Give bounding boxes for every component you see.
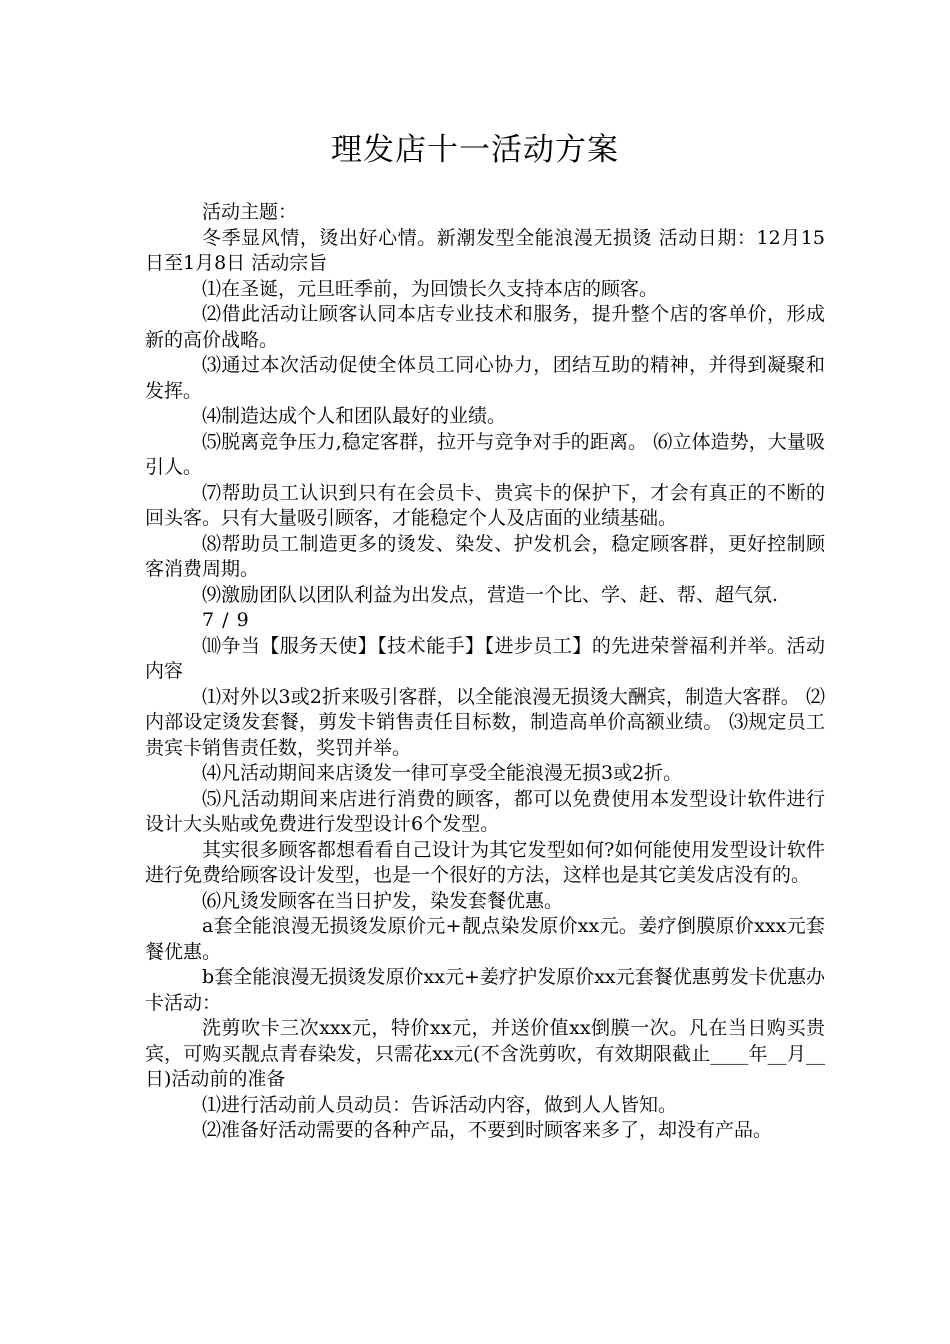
paragraph-prep-2: ⑵准备好活动需要的各种产品，不要到时顾客来多了，却没有产品。 [202, 1119, 773, 1141]
paragraph-content-1-3: ⑴对外以3或2折来吸引客群，以全能浪漫无损烫大酬宾，制造大客群。 ⑵内部设定烫发套餐，剪发卡销售责任目标数，制造高单价高额业绩。 ⑶规定员工贵宾卡销售责任数，奖罚并举。 [145, 685, 825, 759]
paragraph-theme: 冬季显风情，烫出好心情。新潮发型全能浪漫无损烫 活动日期：12月15日至1月8日 活动宗旨 [145, 226, 825, 274]
paragraph-theme-label: 活动主题： [202, 201, 298, 223]
paragraph-purpose-1: ⑴在圣诞，元旦旺季前，为回馈长久支持本店的顾客。 [202, 277, 659, 300]
paragraph-card-offer: 洗剪吹卡三次xxx元，特价xx元，并送价值xx倒膜一次。凡在当日购买贵宾，可购买靓点青春染发，只需花xx元(不含洗剪吹，有效期限截止____年__月__日)活动前的准备 [145, 1017, 825, 1090]
page-title: 理发店十一活动方案 [331, 132, 619, 168]
paragraph-purpose-2: ⑵借此活动让顾客认同本店专业技术和服务，提升整个店的客单价，形成新的高价战略。 [145, 303, 825, 351]
paragraph-content-6: ⑹凡烫发顾客在当日护发，染发套餐优惠。 [202, 889, 564, 912]
paragraph-purpose-8: ⑻帮助员工制造更多的烫发、染发、护发机会，稳定顾客群，更好控制顾客消费周期。 [145, 532, 825, 580]
paragraph-prep-1: ⑴进行活动前人员动员：告诉活动内容，做到人人皆知。 [202, 1093, 678, 1116]
paragraph-package-b: b套全能浪漫无损烫发原价xx元+姜疗护发原价xx元套餐优惠剪发卡优惠办卡活动： [145, 966, 825, 1014]
page-number: 7 / 9 [202, 609, 250, 631]
paragraph-purpose-7: ⑺帮助员工认识到只有在会员卡、贵宾卡的保护下，才会有真正的不断的回头客。只有大量吸引顾客，才能稳定个人及店面的业绩基础。 [145, 481, 825, 529]
paragraph-content-5: ⑸凡活动期间来店进行消费的顾客，都可以免费使用本发型设计软件进行设计大头贴或免费进行发型设计6个发型。 [145, 787, 825, 835]
paragraph-package-a: a套全能浪漫无损烫发原价元+靓点染发原价xx元。姜疗倒膜原价xxx元套餐优惠。 [145, 915, 825, 963]
paragraph-content-4: ⑷凡活动期间来店烫发一律可享受全能浪漫无损3或2折。 [202, 762, 683, 784]
paragraph-explanation: 其实很多顾客都想看看自己设计为其它发型如何?如何能使用发型设计软件进行免费给顾客设计发型，也是一个很好的方法，这样也是其它美发店没有的。 [145, 838, 825, 886]
paragraph-purpose-4: ⑷制造达成个人和团队最好的业绩。 [202, 405, 507, 427]
paragraph-purpose-5-6: ⑸脱离竞争压力,稳定客群，拉开与竞争对手的距离。 ⑹立体造势，大量吸引人。 [145, 430, 825, 478]
paragraph-purpose-3: ⑶通过本次活动促使全体员工同心协力，团结互助的精神，并得到凝聚和发挥。 [145, 354, 825, 402]
document-body [145, 200, 825, 1144]
paragraph-purpose-10: ⑽争当【服务天使】【技术能手】【进步员工】的先进荣誉福利并举。活动内容 [145, 634, 825, 682]
paragraph-purpose-9: ⑼激励团队以团队利益为出发点，营造一个比、学、赶、帮、超气氛. [202, 583, 779, 606]
